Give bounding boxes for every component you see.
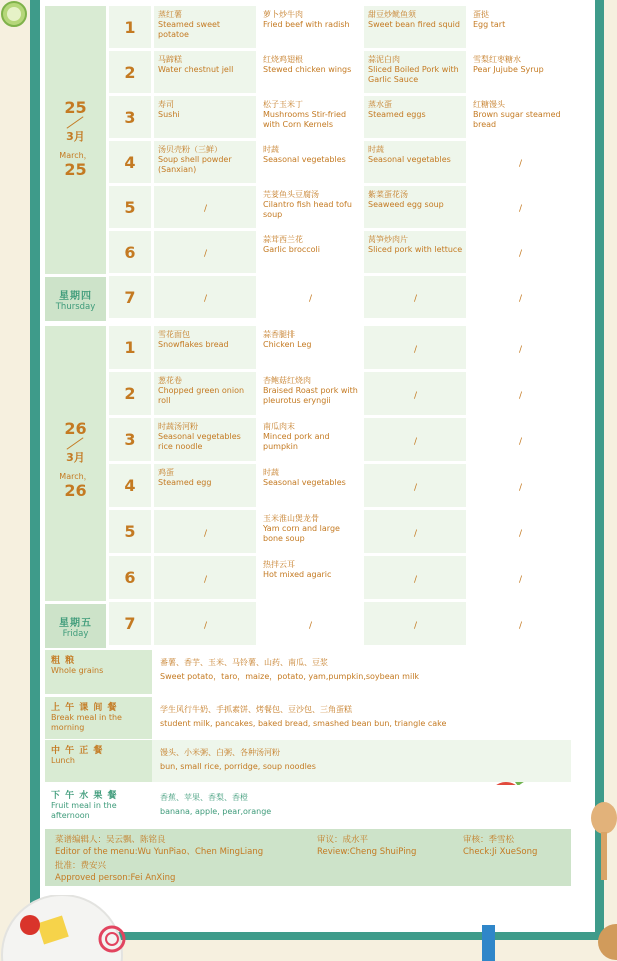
dish-name-zh: 莴笋炒肉片: [368, 235, 408, 244]
dish-name-en: Egg tart: [473, 20, 506, 29]
footer-row-fruit: [45, 785, 571, 827]
dish-name-en: Sweet bean fired squid: [368, 20, 460, 29]
day-block-26: [45, 326, 571, 648]
menu-cell: [361, 602, 466, 648]
menu-cell: [361, 96, 466, 141]
footer-label: [45, 650, 152, 694]
row-number: 6: [106, 231, 151, 276]
menu-cell: [361, 510, 466, 556]
dish-name-en: Steamed sweet potatoe: [158, 20, 221, 39]
menu-cell: [151, 326, 256, 372]
menu-cell: [151, 6, 256, 51]
dish-name-en: Chicken Leg: [263, 340, 312, 349]
dish-name-en: Soup shell powder (Sanxian): [158, 155, 232, 174]
weekday-en: Thursday: [55, 301, 96, 312]
menu-cell: [151, 372, 256, 418]
menu-cell: [466, 276, 571, 321]
dish-name-zh: 葱花卷: [158, 376, 182, 385]
empty-slash: /: [413, 436, 418, 447]
frame-left-border: [30, 0, 40, 940]
row-number: 5: [106, 510, 151, 556]
empty-slash: /: [413, 574, 418, 585]
empty-slash: /: [203, 204, 208, 214]
date-divider: [67, 116, 84, 128]
empty-slash: /: [518, 436, 523, 447]
dish-name-en: Snowflakes bread: [158, 340, 229, 349]
dish-name-en: Sliced pork with lettuce: [368, 245, 463, 254]
dish-name-en: Seaweed egg soup: [368, 200, 444, 209]
dish-name-zh: 蒸水蛋: [368, 100, 392, 109]
footer-content-zh: 馒头、小米粥、白粥、各种汤河粉: [160, 748, 280, 757]
dish-name-zh: 时蔬: [368, 145, 384, 154]
dish-name-zh: 萝卜炒牛肉: [263, 10, 303, 19]
empty-slash: /: [308, 620, 313, 631]
row-number: 2: [106, 372, 151, 418]
dish-name-zh: 杏鲍菇红烧肉: [263, 376, 311, 385]
food-plate-icon: [0, 895, 140, 961]
approve-zh: 批准：费安兴: [55, 861, 107, 871]
footer-content-zh: 香蕉、苹果、香梨、香橙: [160, 793, 248, 802]
row-number: 7: [106, 276, 151, 321]
empty-slash: /: [413, 620, 418, 631]
menu-cell: [466, 51, 571, 96]
check-zh: 审核：季雪松: [463, 835, 515, 845]
dish-name-zh: 时蔬汤河粉: [158, 422, 198, 431]
dish-name-en: Garlic broccoli: [263, 245, 320, 254]
menu-cell: [466, 556, 571, 602]
menu-cell: [256, 231, 361, 276]
month-label: 3月: [66, 451, 85, 464]
footer-label: [45, 740, 152, 782]
dish-name-zh: 芫荽鱼头豆腐汤: [263, 190, 319, 199]
weekday-zh: 星期五: [59, 617, 92, 629]
footer-label-en: Fruit meal in the afternoon: [51, 801, 117, 820]
day-date-panel: [45, 326, 106, 648]
menu-cell: [466, 602, 571, 648]
empty-slash: /: [203, 528, 208, 539]
menu-cell: [151, 186, 256, 231]
footer-content-en: student milk, pancakes, baked bread, smashed bean bun, triangle cake: [160, 719, 447, 728]
footer-label-zh: 上 午 课 间 餐: [51, 703, 118, 713]
empty-slash: /: [413, 344, 418, 355]
dish-name-en: Brown sugar steamed bread: [473, 110, 561, 129]
empty-slash: /: [518, 390, 523, 401]
weekday-zh: 星期四: [59, 290, 92, 302]
dish-name-en: Water chestnut jell: [158, 65, 234, 74]
footer-content: [152, 697, 571, 739]
row-number: 1: [106, 6, 151, 51]
menu-cell: [361, 141, 466, 186]
row-number: 5: [106, 186, 151, 231]
menu-cell: [256, 464, 361, 510]
row-number: 7: [106, 602, 151, 648]
menu-cell: [466, 510, 571, 556]
menu-cell: [151, 464, 256, 510]
menu-cell: [466, 96, 571, 141]
dish-name-en: Stewed chicken wings: [263, 65, 352, 74]
menu-cell: [151, 418, 256, 464]
row-number: 1: [106, 326, 151, 372]
dish-name-zh: 紫菜蛋花汤: [368, 190, 408, 199]
footer-row-lunch: [45, 740, 571, 782]
dish-name-zh: 寿司: [158, 100, 174, 109]
dish-name-en: Sushi: [158, 110, 180, 119]
menu-cell: [361, 372, 466, 418]
footer-content-en: bun, small rice, porridge, soup noodles: [160, 762, 316, 771]
menu-cell: [361, 464, 466, 510]
footer-content-en: Sweet potato，taro，maize，potato, yam,pumpkin,soybean milk: [160, 672, 420, 681]
check-en: Check:Ji XueSong: [463, 847, 538, 857]
menu-cell: [151, 141, 256, 186]
day-number: 25: [64, 98, 87, 117]
footer-content-zh: 番薯、香芋、玉米、马铃薯、山药、南瓜、豆浆: [160, 658, 328, 667]
dish-name-zh: 蛋挞: [473, 10, 489, 19]
cookie-icon: [598, 920, 617, 961]
menu-cell: [256, 141, 361, 186]
dish-name-en: Yam corn and large bone soup: [263, 524, 340, 543]
empty-slash: /: [518, 344, 523, 355]
row-number: 2: [106, 51, 151, 96]
spoon-icon: [584, 800, 617, 880]
menu-cell: [256, 51, 361, 96]
footer-content: [152, 650, 571, 694]
dish-name-zh: 红糖馒头: [473, 100, 505, 109]
dish-name-en: Seasonal vegetables: [263, 155, 346, 164]
weekday-label: [45, 601, 106, 648]
menu-cell: [256, 602, 361, 648]
menu-cell: [256, 556, 361, 602]
dish-name-en: Chopped green onion roll: [158, 386, 245, 405]
menu-cell: [256, 372, 361, 418]
footer-content-zh: 学生风行牛奶、手抓素饼、烤餐包、豆沙包、三角蛋糕: [160, 705, 352, 714]
blue-bookmark-tab: [482, 925, 495, 961]
footer-row-whole-grains: [45, 650, 571, 694]
menu-cell: [151, 556, 256, 602]
menu-cell: [151, 231, 256, 276]
empty-slash: /: [413, 528, 418, 539]
menu-cell: [151, 276, 256, 321]
dish-name-en: Braised Roast pork with pleurotus eryngii: [263, 386, 358, 405]
empty-slash: /: [518, 204, 523, 214]
empty-slash: /: [518, 294, 523, 304]
dish-name-zh: 热拌云耳: [263, 560, 295, 569]
weekday-en: Friday: [62, 628, 89, 639]
dish-name-zh: 汤贝壳粉（三鲜）: [158, 145, 222, 154]
dish-name-en: Pear Jujube Syrup: [473, 65, 544, 74]
editors-panel: [45, 829, 571, 886]
day-number-english: 25: [64, 160, 87, 179]
empty-slash: /: [413, 482, 418, 493]
menu-cell: [361, 276, 466, 321]
menu-cell: [466, 6, 571, 51]
menu-cell: [466, 464, 571, 510]
menu-cell: [256, 418, 361, 464]
empty-slash: /: [413, 294, 418, 304]
dish-name-zh: 鸡蛋: [158, 468, 174, 477]
menu-cell: [256, 6, 361, 51]
day-date-panel: [45, 6, 106, 321]
dish-name-zh: 蒸红薯: [158, 10, 182, 19]
menu-cell: [151, 51, 256, 96]
dish-name-zh: 红烧鸡翅根: [263, 55, 303, 64]
month-label: 3月: [66, 130, 85, 143]
footer-content: [152, 740, 571, 782]
dish-name-zh: 南瓜肉末: [263, 422, 295, 431]
month-english: March，: [59, 472, 92, 481]
row-number: 6: [106, 556, 151, 602]
menu-cell: [466, 326, 571, 372]
menu-cell: [151, 510, 256, 556]
cucumber-slice-icon: [0, 0, 34, 34]
row-number: 3: [106, 96, 151, 141]
menu-cell: [361, 556, 466, 602]
empty-slash: /: [308, 294, 313, 304]
dish-name-en: Steamed eggs: [368, 110, 426, 119]
review-zh: 审议：成水平: [317, 835, 369, 845]
dish-name-en: Cilantro fish head tofu soup: [263, 200, 352, 219]
empty-slash: /: [203, 249, 208, 259]
footer-label-zh: 粗 粮: [51, 656, 76, 666]
day-number: 26: [64, 419, 87, 438]
empty-slash: /: [518, 574, 523, 585]
footer-label: [45, 785, 152, 827]
menu-cell: [256, 186, 361, 231]
empty-slash: /: [518, 620, 523, 631]
menu-cell: [361, 51, 466, 96]
row-number: 4: [106, 464, 151, 510]
footer-label-en: Lunch: [51, 756, 75, 765]
menu-cell: [466, 141, 571, 186]
editor-en: Editor of the menu:Wu YunPiao、Chen MingLiang: [55, 847, 264, 857]
dish-name-zh: 松子玉米丁: [263, 100, 303, 109]
row-number: 4: [106, 141, 151, 186]
empty-slash: /: [518, 528, 523, 539]
dish-name-en: Fried beef with radish: [263, 20, 350, 29]
day-number-english: 26: [64, 481, 87, 500]
footer-label-en: Break meal in the morning: [51, 713, 122, 732]
empty-slash: /: [413, 390, 418, 401]
menu-cell: [151, 96, 256, 141]
dish-name-zh: 甜豆炒鱿鱼须: [368, 10, 416, 19]
empty-slash: /: [518, 249, 523, 259]
row-number: 3: [106, 418, 151, 464]
date-divider: [67, 437, 84, 449]
dish-name-en: Hot mixed agaric: [263, 570, 332, 579]
empty-slash: /: [203, 294, 208, 304]
menu-cell: [256, 276, 361, 321]
dish-name-zh: 雪梨红枣糖水: [473, 55, 521, 64]
editor-zh: 菜谱编辑人：吴云飘、陈铭良: [55, 835, 166, 845]
dish-name-en: Seasonal vegetables rice noodle: [158, 432, 241, 451]
dish-name-zh: 蒜泥白肉: [368, 55, 400, 64]
menu-cell: [361, 231, 466, 276]
menu-cell: [466, 372, 571, 418]
footer-content: [152, 785, 571, 827]
menu-cell: [466, 418, 571, 464]
dish-name-en: Sliced Boiled Pork with Garlic Sauce: [368, 65, 459, 84]
frame-right-border: [595, 0, 604, 940]
weekday-label: [45, 274, 106, 321]
menu-cell: [466, 186, 571, 231]
dish-name-en: Seasonal vegetables: [263, 478, 346, 487]
empty-slash: /: [203, 574, 208, 585]
dish-name-zh: 玉米淮山煲龙骨: [263, 514, 319, 523]
dish-name-zh: 时蔬: [263, 468, 279, 477]
footer-row-break-meal: [45, 697, 571, 737]
menu-cell: [361, 186, 466, 231]
footer-label-en: Whole grains: [51, 666, 104, 675]
empty-slash: /: [518, 159, 523, 169]
footer-label: [45, 697, 152, 739]
dish-name-en: Mushrooms Stir-fried with Corn Kernels: [263, 110, 347, 129]
dish-name-en: Steamed egg: [158, 478, 212, 487]
menu-cell: [256, 326, 361, 372]
empty-slash: /: [518, 482, 523, 493]
menu-cell: [256, 96, 361, 141]
menu-cell: [151, 602, 256, 648]
empty-slash: /: [203, 620, 208, 631]
menu-cell: [256, 510, 361, 556]
month-english: March，: [59, 151, 92, 160]
footer-content-en: banana, apple, pear,orange: [160, 807, 272, 816]
approve-en: Approved person:Fei AnXing: [55, 873, 176, 883]
dish-name-zh: 雪花面包: [158, 330, 190, 339]
review-en: Review:Cheng ShuiPing: [317, 847, 417, 857]
dish-name-en: Seasonal vegetables: [368, 155, 451, 164]
dish-name-zh: 马蹄糕: [158, 55, 182, 64]
dish-name-zh: 蒜茸西兰花: [263, 235, 303, 244]
menu-cell: [466, 231, 571, 276]
day-block-25: [45, 6, 571, 321]
menu-cell: [361, 6, 466, 51]
dish-name-zh: 时蔬: [263, 145, 279, 154]
menu-cell: [361, 418, 466, 464]
dish-name-zh: 蒜香腿排: [263, 330, 295, 339]
footer-label-zh: 下 午 水 果 餐: [51, 791, 118, 801]
dish-name-en: Minced pork and pumpkin: [263, 432, 330, 451]
footer-label-zh: 中 午 正 餐: [51, 746, 104, 756]
menu-cell: [361, 326, 466, 372]
